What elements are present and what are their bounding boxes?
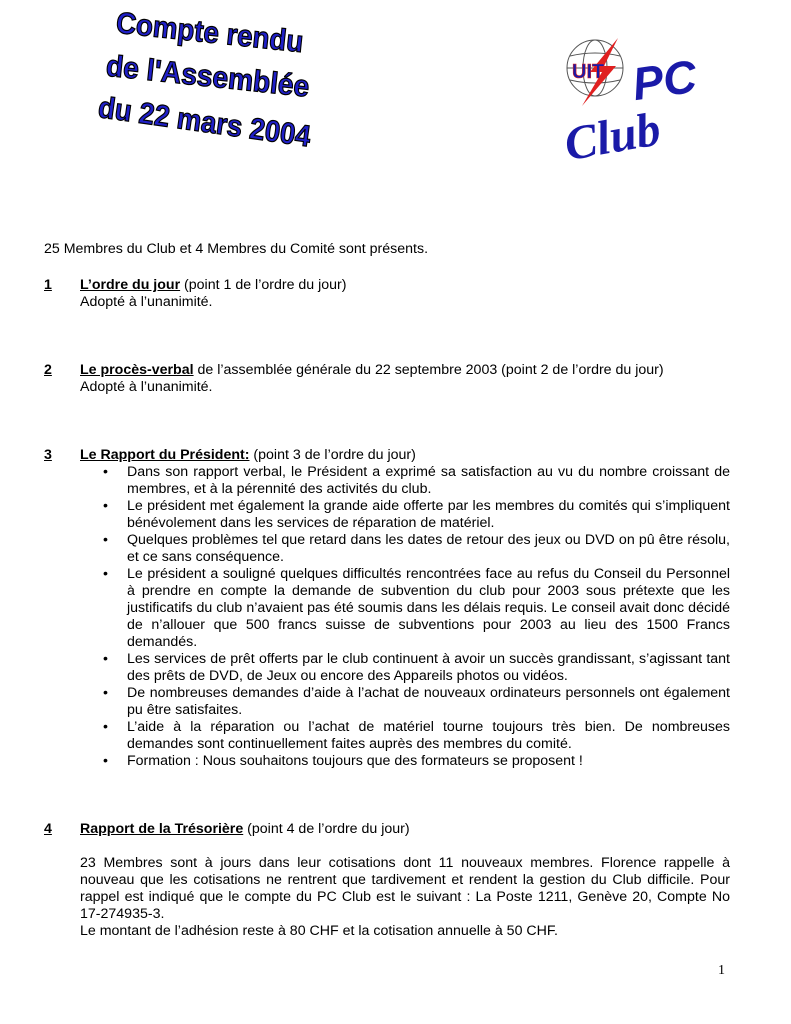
list-item: • Dans son rapport verbal, le Président a exprimé sa satisfaction au vu du nombre croissant de membres, et à la pérennité des activités du club. (103, 464, 730, 497)
wordart-line-1: Compte rendu (114, 6, 321, 61)
pc-club-logo (560, 28, 700, 172)
section-1-heading (44, 277, 730, 294)
section-title: Le procès-verbal (80, 362, 194, 378)
section-title: Le Rapport du Président: (80, 447, 250, 463)
section-number: 2 (44, 362, 52, 378)
section-title: Rapport de la Trésorière (80, 821, 244, 837)
bullet-icon: • (103, 753, 108, 769)
list-item: • L’aide à la réparation ou l’achat de matériel tourne toujours très bien. De nombreuses demandes sont continuellement faites auprès des membres du comité. (103, 719, 730, 752)
president-report-list (44, 464, 730, 770)
bullet-icon: • (103, 651, 108, 667)
logo-org-text: UIT (572, 61, 605, 83)
wordart-line-2: de l'Assemblée (104, 49, 325, 106)
logo-club-text: Club (560, 102, 665, 172)
bullet-icon: • (103, 532, 108, 548)
bullet-icon: • (103, 719, 108, 735)
list-item: • Les services de prêt offerts par le club continuent à avoir un succès grandissant, s’agissant tant des prêts de DVD, de Jeux ou encore des Appareils photos ou vidéos. (103, 651, 730, 684)
wordart-title (96, 0, 332, 157)
treasurer-paragraph-2: Le montant de l’adhésion reste à 80 CHF et la cotisation annuelle à 50 CHF. (80, 923, 558, 939)
list-item: • Le président met également la grande aide offerte par les membres du comités qui s’impliquent bénévolement dans les services de réparation de matériel. (103, 498, 730, 531)
bullet-icon: • (103, 685, 108, 701)
section-suffix: (point 3 de l’ordre du jour) (249, 447, 416, 463)
section-suffix: (point 4 de l’ordre du jour) (243, 821, 410, 837)
section-2-body: Adopté à l’unanimité. (80, 379, 213, 395)
section-number: 3 (44, 447, 52, 463)
list-item: • De nombreuses demandes d’aide à l’achat de nouveaux ordinateurs personnels ont également pu être satisfaites. (103, 685, 730, 718)
wordart-line-3: du 22 mars 2004 (96, 91, 332, 157)
section-number: 1 (44, 277, 52, 293)
list-item: • Formation : Nous souhaitons toujours que des formateurs se proposent ! (103, 753, 583, 769)
section-3-heading (44, 447, 730, 464)
section-suffix: (point 1 de l’ordre du jour) (180, 277, 347, 293)
section-2-heading (44, 362, 730, 379)
section-number: 4 (44, 821, 52, 837)
section-suffix: de l’assemblée générale du 22 septembre 2003 (point 2 de l’ordre du jour) (193, 362, 664, 378)
logo-pc-text: PC (629, 49, 700, 111)
treasurer-paragraph-1: 23 Membres sont à jours dans leur cotisations dont 11 nouveaux membres. Florence rappelle à nouveau que les cotisations ne rentrent que tardivement et rendent la gestion du Club difficile. Pour rappel est indiqué que le compte du PC Club est le suivant : La Poste 1211, Genève 20, Compte No 17-274935-3. (80, 855, 730, 922)
report-body (44, 241, 730, 940)
bullet-icon: • (103, 464, 108, 480)
section-4-heading (44, 821, 730, 838)
section-1-body: Adopté à l’unanimité. (80, 294, 213, 310)
list-item: • Le président a souligné quelques difficultés rencontrées face au refus du Conseil du Personnel à prendre en compte la demande de subvention du club pour 2003 sous prétexte que les justificatifs du club n’avaient pas été soumis dans les délais requis. Le conseil avait donc décidé de n’allouer que 500 francs suisse de subventions pour 2003 au lieu des 1500 Francs demandés. (103, 566, 730, 650)
bullet-icon: • (103, 498, 108, 514)
page-number: 1 (718, 963, 725, 978)
bullet-icon: • (103, 566, 108, 582)
list-item: • Quelques problèmes tel que retard dans les dates de retour des jeux ou DVD on pû être résolu, et ce sans conséquence. (103, 532, 730, 565)
section-title: L’ordre du jour (80, 277, 181, 293)
attendance-intro: 25 Membres du Club et 4 Membres du Comité sont présents. (44, 241, 429, 257)
